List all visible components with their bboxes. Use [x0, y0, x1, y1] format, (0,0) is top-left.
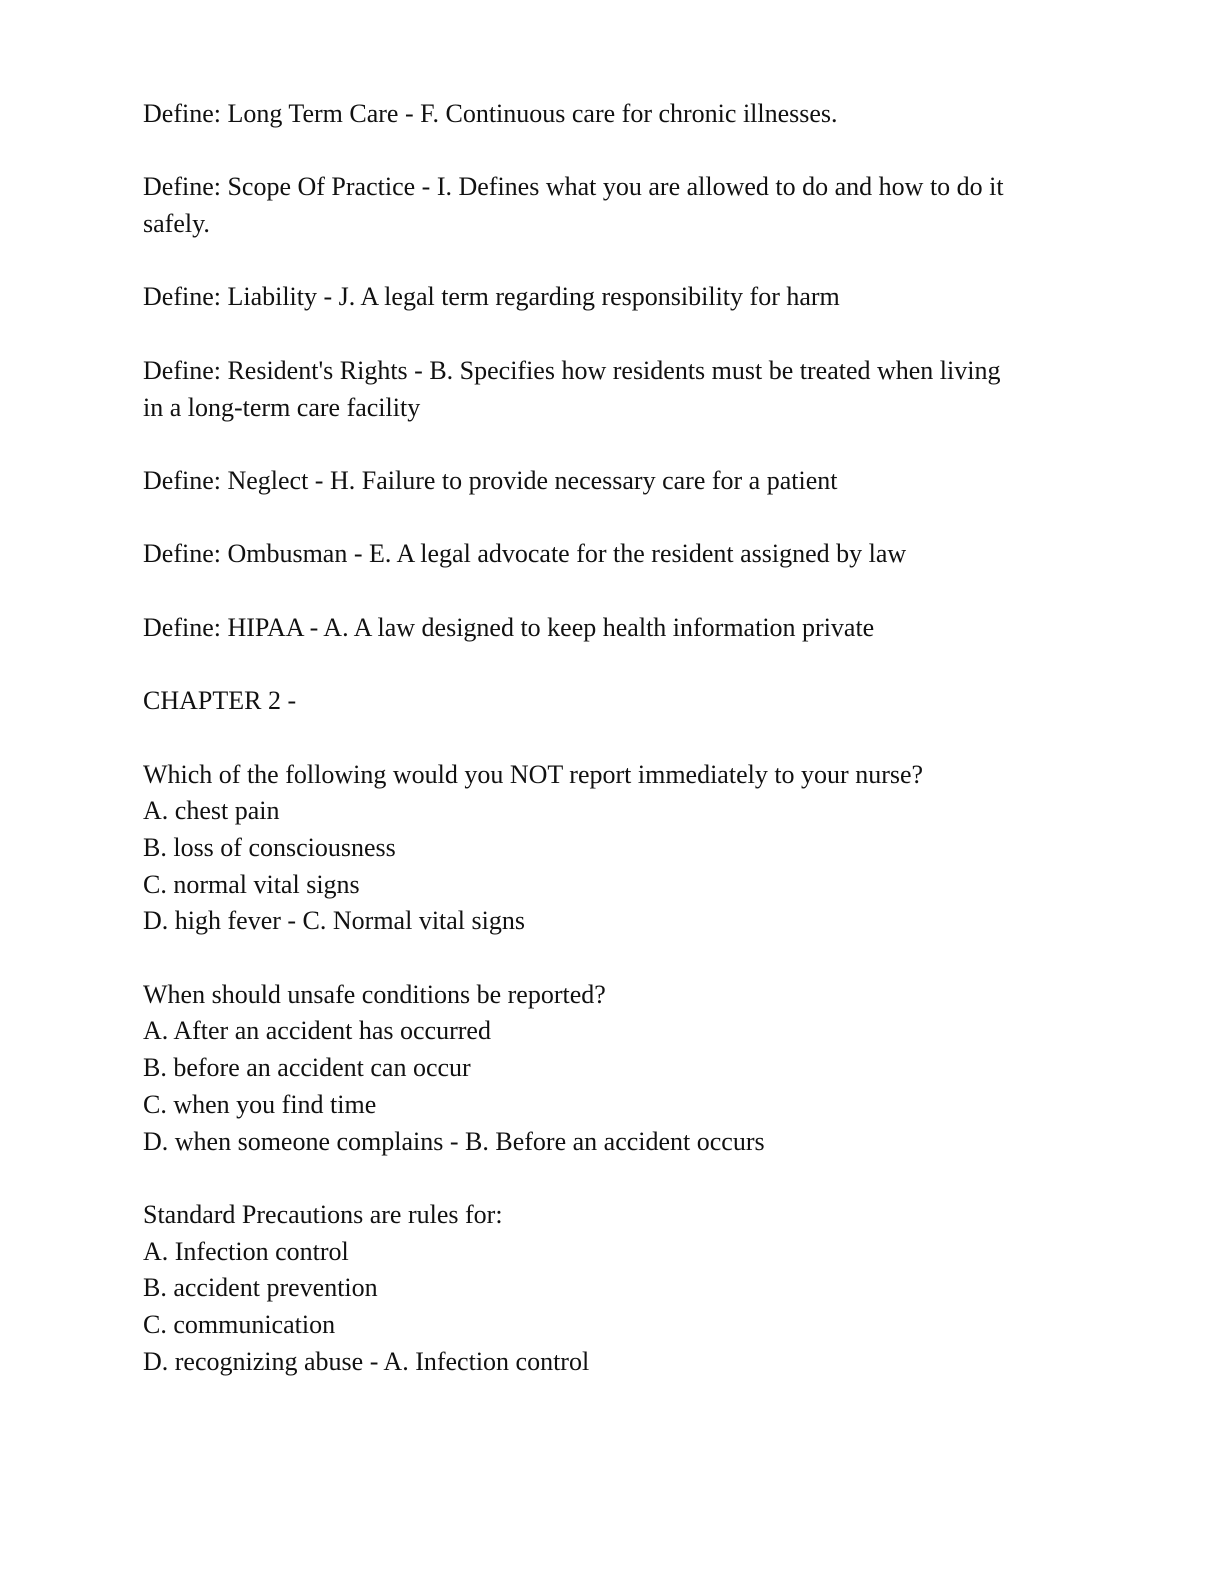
paragraph-spacer: [143, 940, 1073, 977]
definition-hipaa: Define: HIPAA - A. A law designed to keep health information private: [143, 612, 875, 642]
question-option: C. communication: [143, 1310, 336, 1340]
question-option: D. when someone complains - B. Before an accident occurs: [143, 1126, 765, 1156]
question-option: D. high fever - C. Normal vital signs: [143, 906, 525, 936]
definition-scope-of-practice: Define: Scope Of Practice - I. Defines what you are allowed to do and how to do it: [143, 172, 1004, 202]
question-block: [143, 1197, 1073, 1381]
definition-long-term-care: Define: Long Term Care - F. Continuous care for chronic illnesses.: [143, 99, 838, 128]
paragraph-spacer: [143, 573, 1073, 610]
definition-residents-rights-continued: in a long-term care facility: [143, 392, 421, 422]
definition-scope-of-practice-continued: safely.: [143, 209, 210, 239]
question-option: B. accident prevention: [143, 1273, 378, 1303]
question-option: B. before an accident can occur: [143, 1053, 471, 1083]
paragraph-spacer: [143, 720, 1073, 757]
paragraph-spacer: [143, 316, 1073, 353]
paragraph-spacer: [143, 500, 1073, 537]
question-option: A. chest pain: [143, 796, 280, 826]
definition-residents-rights: Define: Resident's Rights - B. Specifies how residents must be treated when living: [143, 355, 1001, 385]
question-option: D. recognizing abuse - A. Infection control: [143, 1346, 590, 1376]
paragraph-spacer: [143, 646, 1073, 683]
paragraph-spacer: [143, 1160, 1073, 1197]
document-page: [143, 96, 1073, 1380]
question-option: A. Infection control: [143, 1236, 349, 1266]
definition-liability: Define: Liability - J. A legal term regarding responsibility for harm: [143, 282, 840, 312]
question-text: Which of the following would you NOT report immediately to your nurse?: [143, 759, 924, 789]
question-option: C. normal vital signs: [143, 869, 360, 899]
question-option: B. loss of consciousness: [143, 832, 396, 862]
definition-ombusman: Define: Ombusman - E. A legal advocate for the resident assigned by law: [143, 539, 907, 569]
question-option: C. when you find time: [143, 1089, 377, 1119]
question-text: Standard Precautions are rules for:: [143, 1199, 503, 1229]
paragraph-spacer: [143, 426, 1073, 463]
question-block: [143, 757, 1073, 941]
question-text: When should unsafe conditions be reported?: [143, 979, 606, 1009]
paragraph-spacer: [143, 243, 1073, 280]
question-block: [143, 977, 1073, 1161]
definition-neglect: Define: Neglect - H. Failure to provide necessary care for a patient: [143, 465, 838, 495]
question-option: A. After an accident has occurred: [143, 1016, 491, 1046]
chapter-heading: CHAPTER 2 -: [143, 686, 297, 716]
paragraph-spacer: [143, 133, 1073, 170]
